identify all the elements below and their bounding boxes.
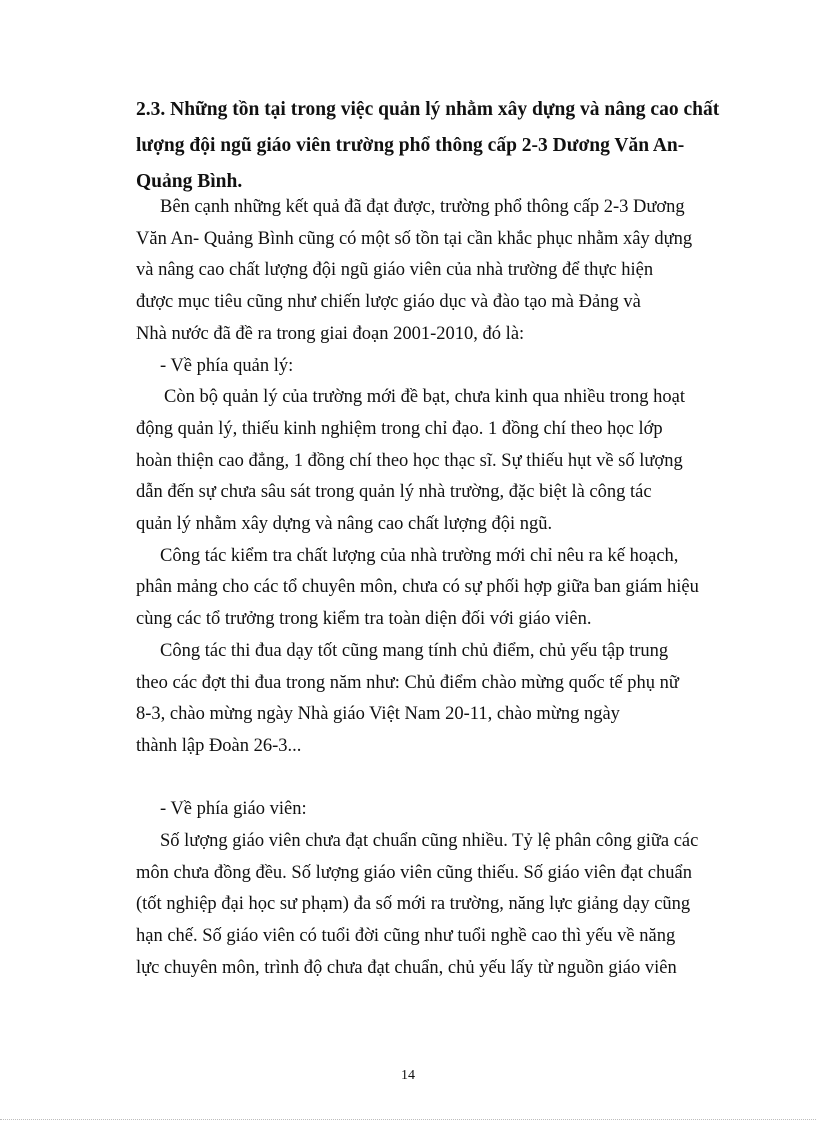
text-line: hạn chế. Số giáo viên có tuổi đời cũng như tuổi nghề cao thì yếu về năng xyxy=(136,926,676,947)
page-bottom-border xyxy=(0,1119,816,1120)
text-line: hoàn thiện cao đẳng, 1 đồng chí theo học thạc sĩ. Sự thiếu hụt về số lượng xyxy=(136,450,683,471)
text-line: môn chưa đồng đều. Số lượng giáo viên cũng thiếu. Số giáo viên đạt chuẩn xyxy=(136,862,692,883)
body-text xyxy=(136,192,736,985)
section-heading xyxy=(136,92,736,200)
text-line: và nâng cao chất lượng đội ngũ giáo viên của nhà trường để thực hiện xyxy=(136,260,654,281)
text-line: Văn An- Quảng Bình cũng có một số tồn tại cần khắc phục nhằm xây dựng xyxy=(136,228,693,249)
paragraph-management xyxy=(136,382,736,541)
text-line: Bên cạnh những kết quả đã đạt được, trường phổ thông cấp 2-3 Dương xyxy=(160,197,685,217)
blank-line xyxy=(136,763,736,795)
text-line: Nhà nước đã đề ra trong giai đoạn 2001-2010, đó là: xyxy=(136,323,525,344)
text-line: được mục tiêu cũng như chiến lược giáo dục và đào tạo mà Đảng và xyxy=(136,292,641,313)
text-line: phân mảng cho các tổ chuyên môn, chưa có sự phối hợp giữa ban giám hiệu xyxy=(136,577,699,598)
heading-line: Quảng Bình. xyxy=(136,171,243,192)
paragraph-intro xyxy=(136,192,736,351)
text-line: lực chuyên môn, trình độ chưa đạt chuẩn, chủ yếu lấy từ nguồn giáo viên xyxy=(136,957,677,978)
text-line: theo các đợt thi đua trong năm như: Chủ điểm chào mừng quốc tế phụ nữ xyxy=(136,672,679,693)
bullet-management: - Về phía quản lý: xyxy=(160,355,294,376)
text-line: quản lý nhằm xây dựng và nâng cao chất lượng đội ngũ. xyxy=(136,514,553,535)
heading-line: 2.3. Những tồn tại trong việc quản lý nhằm xây dựng và nâng cao chất xyxy=(136,99,720,120)
bullet-teachers: - Về phía giáo viên: xyxy=(160,799,307,820)
text-line: động quản lý, thiếu kinh nghiệm trong chỉ đạo. 1 đồng chí theo học lớp xyxy=(136,418,663,439)
text-line: dẫn đến sự chưa sâu sát trong quản lý nhà trường, đặc biệt là công tác xyxy=(136,482,652,503)
page-number: 14 xyxy=(401,1068,415,1083)
heading-line: lượng đội ngũ giáo viên trường phổ thông cấp 2-3 Dương Văn An- xyxy=(136,135,685,156)
text-line: 8-3, chào mừng ngày Nhà giáo Việt Nam 20-11, chào mừng ngày xyxy=(136,704,620,725)
text-line: Còn bộ quản lý của trường mới đề bạt, chưa kinh qua nhiều trong hoạt xyxy=(164,387,686,408)
text-line: Công tác thi đua dạy tốt cũng mang tính chủ điểm, chủ yếu tập trung xyxy=(160,640,669,661)
text-line: Công tác kiểm tra chất lượng của nhà trường mới chỉ nêu ra kế hoạch, xyxy=(160,545,679,566)
paragraph-emulation xyxy=(136,636,736,763)
text-line: Số lượng giáo viên chưa đạt chuẩn cũng nhiều. Tỷ lệ phân công giữa các xyxy=(160,831,699,852)
text-line: thành lập Đoàn 26-3... xyxy=(136,735,302,756)
paragraph-inspection xyxy=(136,541,736,636)
paragraph-teachers xyxy=(136,826,736,985)
text-line: cùng các tổ trưởng trong kiểm tra toàn diện đối với giáo viên. xyxy=(136,609,592,630)
text-line: (tốt nghiệp đại học sư phạm) đa số mới ra trường, năng lực giảng dạy cũng xyxy=(136,894,691,915)
